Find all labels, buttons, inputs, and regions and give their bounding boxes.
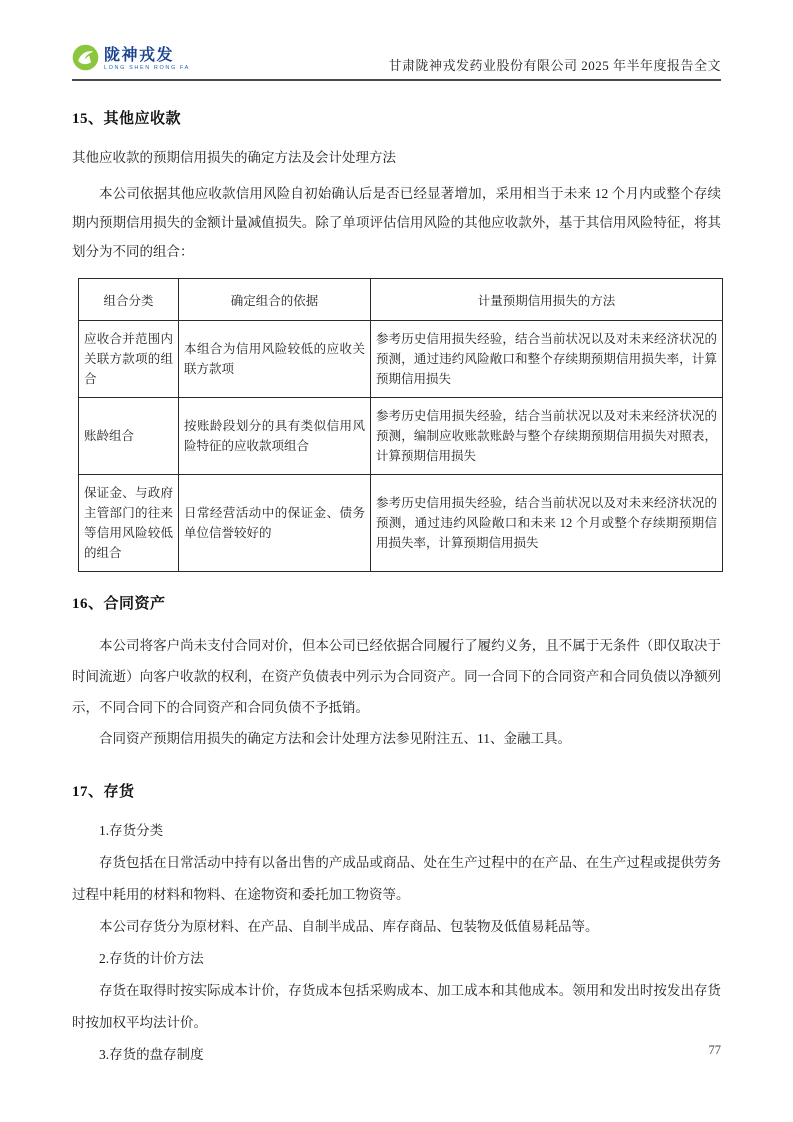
section-15-intro: 其他应收款的预期信用损失的确定方法及会计处理方法	[72, 150, 396, 165]
section-17	[72, 780, 721, 1071]
company-name-cn: 陇神戎发	[104, 47, 175, 65]
table-header-row	[79, 279, 723, 321]
section-15-paragraph: 本公司依据其他应收款信用风险自初始确认后是否已经显著增加，采用相当于未来 12 个月内或整个存续期内预期信用损失的金额计量减值损失。除了单项评估信用风险的其他应收款外，基于其信用风险特征，将其划分为不同的组合：	[72, 186, 721, 259]
company-logo-icon	[72, 44, 99, 76]
section-17-paragraph-3: 存货在取得时按实际成本计价，存货成本包括采购成本、加工成本和其他成本。领用和发出时按发出存货时按加权平均法计价。	[72, 983, 721, 1030]
section-16-paragraph-2: 合同资产预期信用损失的确定方法和会计处理方法参见附注五、11、金融工具。	[99, 731, 571, 746]
credit-loss-portfolio-table	[78, 278, 723, 572]
document-title: 甘肃陇神戎发药业股份有限公司 2025 年半年度报告全文	[388, 58, 721, 73]
page-header	[72, 0, 721, 81]
page-number: 77	[708, 1043, 721, 1057]
company-logo	[72, 44, 190, 76]
section-16-paragraph-1: 本公司将客户尚未支付合同对价，但本公司已经依据合同履行了履约义务，且不属于无条件（即仅取决于时间流逝）向客户收款的权利，在资产负债表中列示为合同资产。同一合同下的合同资产和合同负债以净额列示，不同合同下的合同资产和合同负债不予抵销。	[72, 638, 721, 715]
section-15-heading: 15、其他应收款	[72, 111, 182, 127]
section-17-heading: 17、存货	[72, 784, 135, 800]
page-content	[0, 107, 793, 1071]
cell-category: 账龄组合	[79, 398, 179, 475]
cell-method: 参考历史信用损失经验，结合当前状况以及对未来经济状况的预测，通过违约风险敞口和未来 12 个月或整个存续期预期信用损失率，计算预期信用损失	[371, 475, 723, 572]
section-17-item-1: 1.存货分类	[99, 823, 164, 838]
company-logo-text	[104, 48, 190, 72]
table-row	[79, 398, 723, 475]
section-17-item-2: 2.存货的计价方法	[99, 951, 204, 966]
cell-basis: 日常经营活动中的保证金、债务单位信誉较好的	[179, 475, 371, 572]
cell-category: 保证金、与政府主管部门的往来等信用风险较低的组合	[79, 475, 179, 572]
col-header-portfolio-category: 组合分类	[79, 279, 179, 321]
section-17-paragraph-1: 存货包括在日常活动中持有以备出售的产成品或商品、处在生产过程中的在产品、在生产过程或提供劳务过程中耗用的材料和物料、在途物资和委托加工物资等。	[72, 855, 721, 902]
section-17-item-3: 3.存货的盘存制度	[99, 1047, 204, 1062]
cell-category: 应收合并范围内关联方款项的组合	[79, 321, 179, 398]
company-name-en: LONG SHEN RONG FA	[104, 65, 190, 72]
col-header-portfolio-basis: 确定组合的依据	[179, 279, 371, 321]
cell-basis: 本组合为信用风险较低的应收关联方款项	[179, 321, 371, 398]
section-17-paragraph-2: 本公司存货分为原材料、在产品、自制半成品、库存商品、包装物及低值易耗品等。	[99, 919, 599, 934]
section-16-heading: 16、合同资产	[72, 596, 166, 612]
cell-method: 参考历史信用损失经验，结合当前状况以及对未来经济状况的预测，通过违约风险敞口和整个存续期预期信用损失率，计算预期信用损失	[371, 321, 723, 398]
col-header-ecl-method: 计量预期信用损失的方法	[371, 279, 723, 321]
table-row	[79, 321, 723, 398]
table-row	[79, 475, 723, 572]
cell-basis: 按账龄段划分的具有类似信用风险特征的应收款项组合	[179, 398, 371, 475]
cell-method: 参考历史信用损失经验，结合当前状况以及对未来经济状况的预测，编制应收账款账龄与整个存续期预期信用损失对照表，计算预期信用损失	[371, 398, 723, 475]
